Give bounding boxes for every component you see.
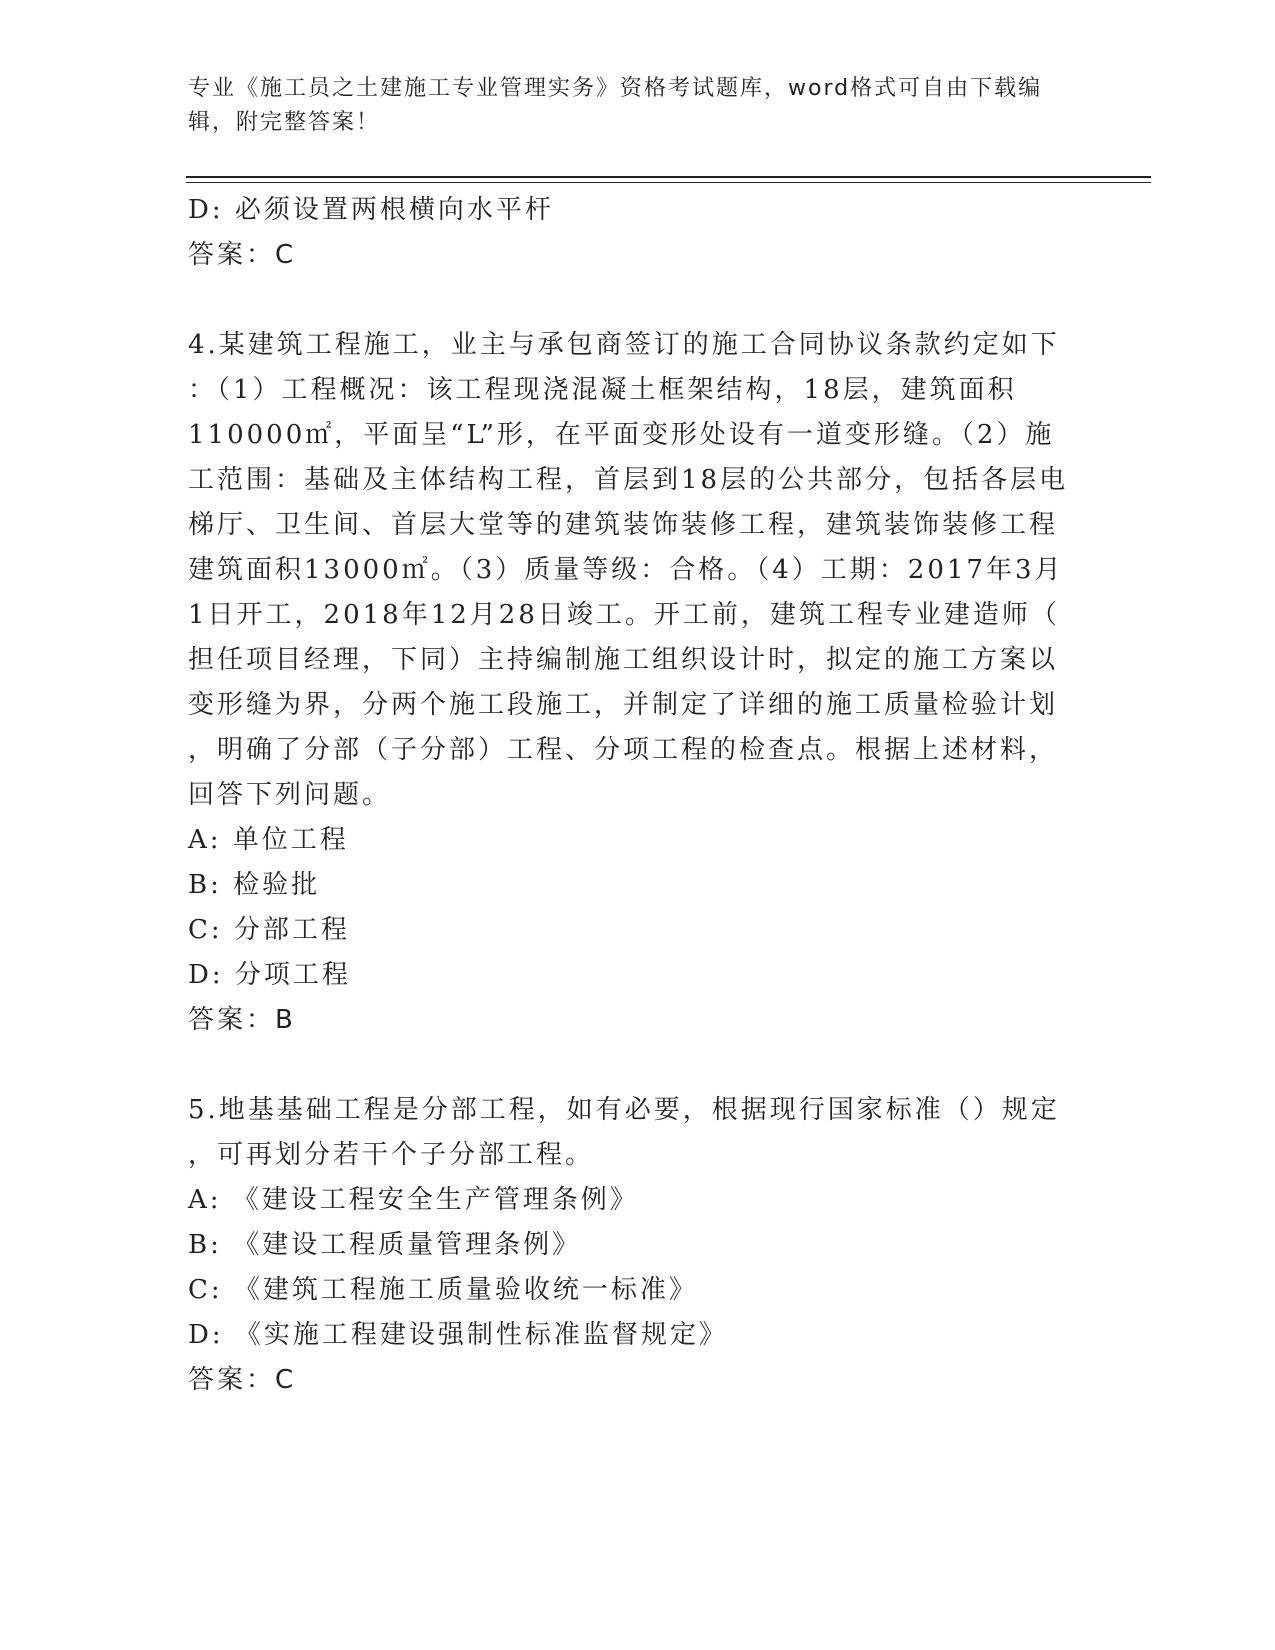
q4-stem-line: 回答下列问题。 bbox=[188, 780, 392, 810]
q4-stem-line: 110000㎡，平面呈“L”形，在平面变形处设有一道变形缝。（2）施 bbox=[188, 420, 1055, 450]
q4-stem-line: 4.某建筑工程施工，业主与承包商签订的施工合同协议条款约定如下 bbox=[188, 330, 1060, 360]
q5-answer: 答案：C bbox=[188, 1365, 297, 1395]
q3-answer: 答案：C bbox=[188, 240, 297, 270]
question-5 bbox=[188, 1088, 1068, 1403]
q4-stem-line: 担任项目经理，下同）主持编制施工组织设计时，拟定的施工方案以 bbox=[188, 645, 1059, 675]
q4-option-c: C: 分部工程 bbox=[188, 915, 350, 945]
document-body bbox=[188, 188, 1068, 1403]
q4-stem-line: 建筑面积13000㎡。（3）质量等级：合格。（4）工期：2017年3月 bbox=[188, 555, 1064, 585]
q5-option-c: C: 《建筑工程施工质量验收统一标准》 bbox=[188, 1275, 698, 1305]
q4-stem-line: ：（1）工程概况：该工程现浇混凝土框架结构，18层，建筑面积 bbox=[188, 375, 1017, 405]
q4-option-a: A: 单位工程 bbox=[188, 825, 349, 855]
question-4 bbox=[188, 323, 1068, 1043]
q5-option-b: B: 《建设工程质量管理条例》 bbox=[188, 1230, 582, 1260]
q4-option-d: D: 分项工程 bbox=[188, 960, 351, 990]
q4-stem-line: 梯厅、卫生间、首层大堂等的建筑装饰装修工程，建筑装饰装修工程 bbox=[188, 510, 1059, 540]
q4-answer: 答案：B bbox=[188, 1005, 296, 1035]
q4-option-b: B: 检验批 bbox=[188, 870, 321, 900]
q4-stem-line: 1日开工，2018年12月28日竣工。开工前，建筑工程专业建造师（ bbox=[188, 600, 1060, 630]
q3-option-d: D: 必须设置两根横向水平杆 bbox=[188, 195, 554, 225]
document-header bbox=[188, 72, 1068, 140]
q5-stem-line: ，可再划分若干个子分部工程。 bbox=[188, 1140, 595, 1170]
spacer bbox=[188, 278, 1068, 323]
header-divider-thick bbox=[186, 176, 1151, 178]
spacer bbox=[188, 1043, 1068, 1088]
q4-stem-line: 工范围：基础及主体结构工程，首层到18层的公共部分，包括各层电 bbox=[188, 465, 1069, 495]
header-divider-thin bbox=[186, 182, 1151, 183]
header-line-1: 专业《施工员之土建施工专业管理实务》资格考试题库，word格式可自由下载编 bbox=[188, 76, 1043, 101]
q4-stem-line: 变形缝为界，分两个施工段施工，并制定了详细的施工质量检验计划 bbox=[188, 690, 1059, 720]
q5-option-d: D: 《实施工程建设强制性标准监督规定》 bbox=[188, 1320, 728, 1350]
header-line-2: 辑，附完整答案！ bbox=[188, 110, 381, 135]
q4-stem-line: ，明确了分部（子分部）工程、分项工程的检查点。根据上述材料， bbox=[188, 735, 1059, 765]
q5-stem-line: 5.地基基础工程是分部工程，如有必要，根据现行国家标准（）规定 bbox=[188, 1095, 1060, 1125]
q5-option-a: A: 《建设工程安全生产管理条例》 bbox=[188, 1185, 639, 1215]
